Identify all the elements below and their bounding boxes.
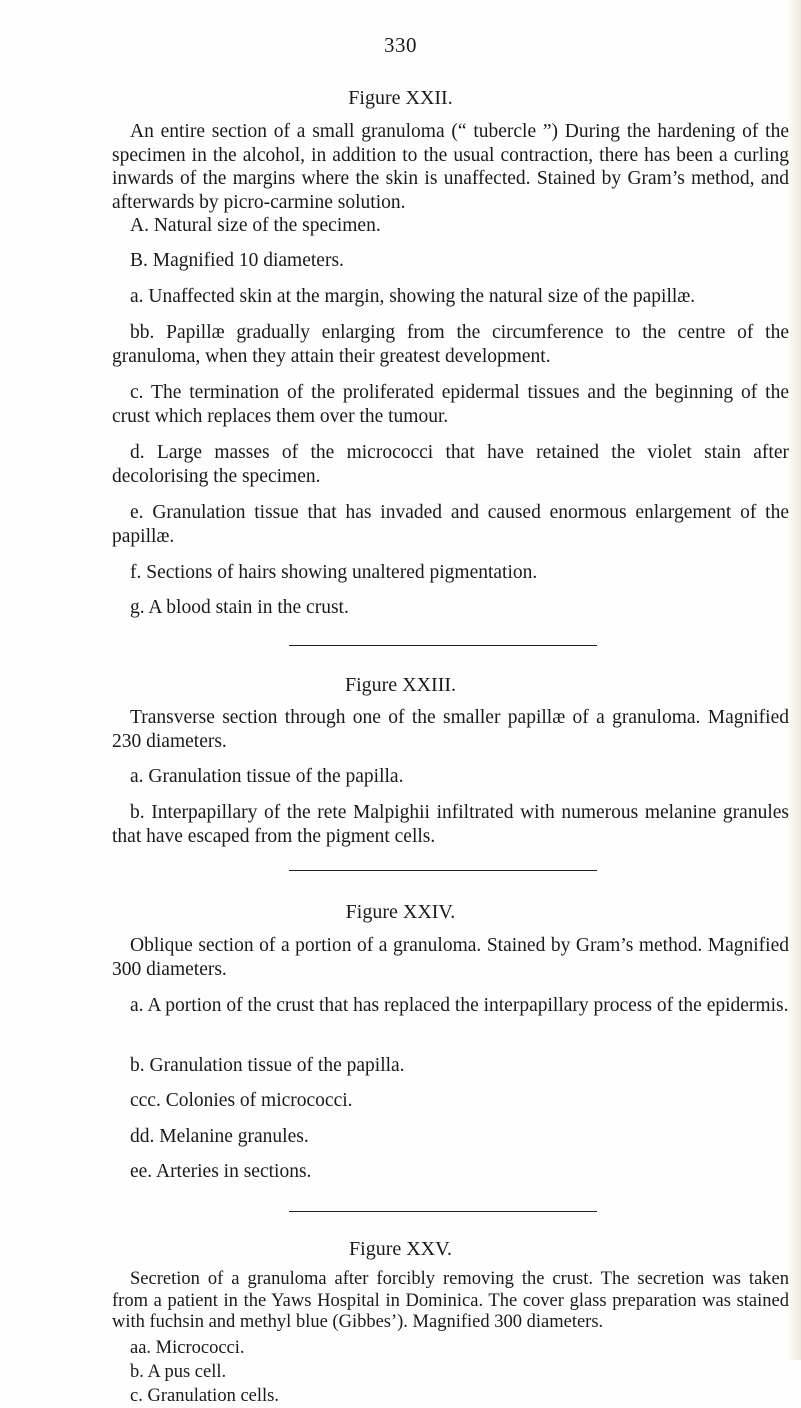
figure-22-title: Figure XXII. (348, 87, 453, 109)
figure-22-description: An entire section of a small granuloma (“ tubercle ”) During the hardening of the specimen in the alcohol, in addition to the usual contraction, there has been a curling inwards of the margins where the skin is unaffected. Stained by Gram’s method, and afterwards by picro-carmine solution. (112, 121, 789, 213)
figure-24-description: Oblique section of a portion of a granuloma. Stained by Gram’s method. Magnified 300 diameters. (112, 935, 789, 980)
figure-22-item-e: e. Granulation tissue that has invaded and caused enormous enlargement of the papillæ. (112, 502, 789, 547)
section-divider (289, 645, 597, 646)
figure-25-item-aa: aa. Micrococci. (130, 1338, 245, 1358)
section-divider (289, 1211, 597, 1212)
figure-25-description: Secretion of a granuloma after forcibly removing the crust. The secretion was taken from a patient in the Yaws Hospital in Dominica. The cover glass preparation was stained with fuchsin and methyl blue (Gibbes’). Magnified 300 diameters. (112, 1269, 789, 1332)
figure-24-item-a: a. A portion of the crust that has replaced the interpapillary process of the epidermis. (130, 995, 789, 1016)
section-divider (289, 870, 597, 871)
figure-23-item-a: a. Granulation tissue of the papilla. (130, 766, 404, 787)
figure-22-item-c: c. The termination of the proliferated epidermal tissues and the beginning of the crust which replaces them over the tumour. (112, 382, 789, 427)
figure-25-item-b: b. A pus cell. (130, 1362, 227, 1382)
figure-24-title: Figure XXIV. (345, 901, 456, 923)
page-number: 330 (384, 33, 417, 57)
figure-25-item-c: c. Granulation cells. (130, 1386, 279, 1406)
figure-24-item-b: b. Granulation tissue of the papilla. (130, 1055, 405, 1076)
figure-23-description: Transverse section through one of the smaller papillæ of a granuloma. Magnified 230 diameters. (112, 707, 789, 752)
figure-23-item-b: b. Interpapillary of the rete Malpighii infiltrated with numerous melanine granules that have escaped from the pigment cells. (112, 802, 789, 847)
figure-22-item-bb: bb. Papillæ gradually enlarging from the circumference to the centre of the granuloma, when they attain their greatest development. (112, 322, 789, 367)
figure-24-item-ee: ee. Arteries in sections. (130, 1161, 312, 1182)
figure-24-item-ccc: ccc. Colonies of micrococci. (130, 1090, 353, 1111)
figure-22-item-B: B. Magnified 10 diameters. (130, 250, 344, 271)
figure-22-item-f: f. Sections of hairs showing unaltered pigmentation. (130, 562, 538, 583)
figure-24-item-dd: dd. Melanine granules. (130, 1126, 309, 1147)
figure-25-title: Figure XXV. (349, 1238, 452, 1260)
figure-22-item-g: g. A blood stain in the crust. (130, 597, 349, 618)
figure-22-item-A: A. Natural size of the specimen. (130, 215, 381, 236)
figure-23-title: Figure XXIII. (344, 674, 457, 696)
figure-22-item-d: d. Large masses of the micrococci that have retained the violet stain after decolorising the specimen. (112, 442, 789, 487)
figure-22-item-a: a. Unaffected skin at the margin, showing the natural size of the papillæ. (130, 286, 696, 307)
